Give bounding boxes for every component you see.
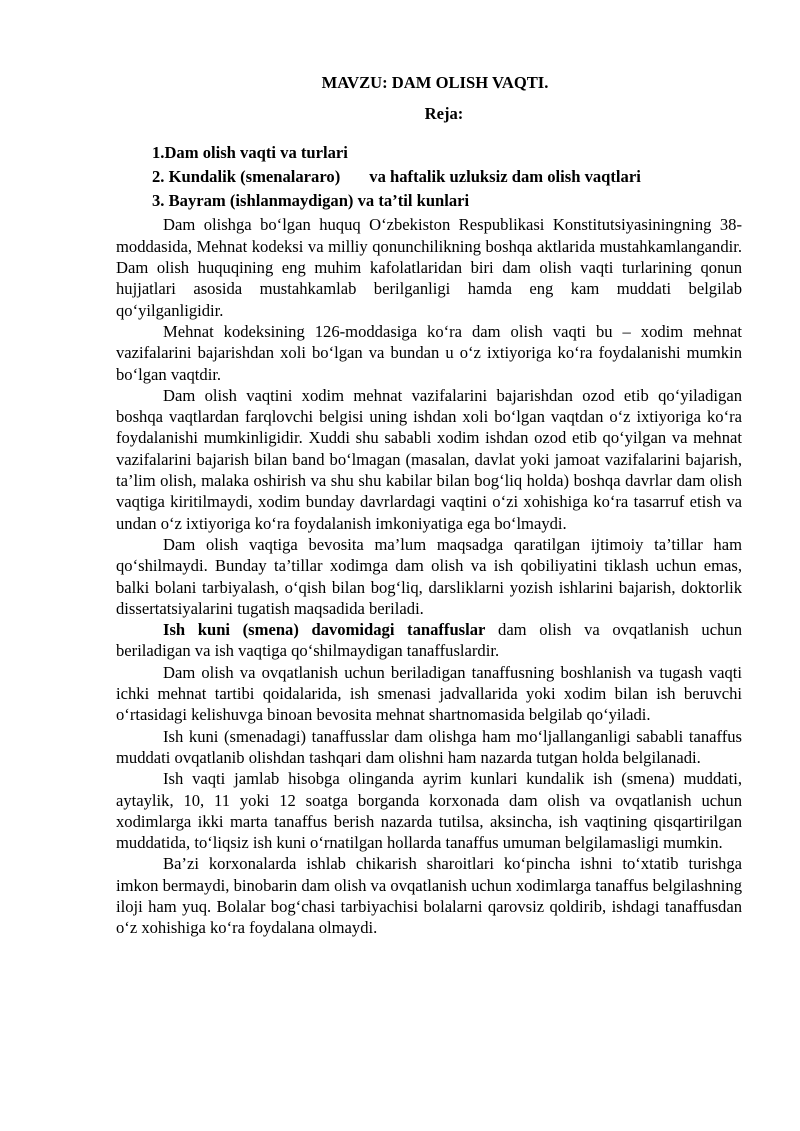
body-paragraph [116,534,742,619]
plan-item: 3. Bayram (ishlanmaydigan) va ta’til kunlari [152,191,470,211]
paragraph-text: Ish vaqti jamlab hisobga olinganda ayrim kunlari kundalik ish (smena) muddati, aytaylik, 10, 11 yoki 12 soatga borganda korxonada dam olish va ovqatlanish uchun xodimlarga ikki marta tanaffus berish nazarda tutilsa, aksincha, ish vaqtining qisqartirilgan muddatida, to‘liqsiz ish kuni o‘rnatilgan hollarda tanaffus umuman belgilamasligi mumkin. [116,769,742,853]
body-paragraph [116,768,742,853]
body-paragraph [116,662,742,726]
paragraph-text: Dam olish vaqtini xodim mehnat vazifalarini bajarishdan ozod etib qo‘yiladigan boshqa vaqtlardan farqlovchi belgisi uning ishdan xoli bo‘lgan vaqtdan o‘z ixtiyoriga ko‘ra foydalanishi mumkinligidir. Xuddi shu sababli xodim ishdan ozod etib qo‘yilgan va mehnat vazifalarini bajarish bilan band bo‘lmagan (masalan, davlat yoki jamoat vazifalarini bajarish, ta’lim olish, malaka oshirish va shu shu kabilar bilan bog‘liq holda) boshqa davrlar dam olish vaqtiga kiritilmaydi, xodim bunday davrlardagi vaqtini o‘zi xohishiga ko‘ra tasarruf etish va undan o‘z ixtiyoriga ko‘ra foydalanish imkoniyatiga ega bo‘lmaydi. [116,385,742,533]
paragraph-bold-lead: Ish kuni (smena) davomidagi tanaffuslar [163,620,486,640]
paragraph-text: Dam olish vaqtiga bevosita ma’lum maqsadga qaratilgan ijtimoiy ta’tillar ham qo‘shilmaydi. Bunday ta’tillar xodimga dam olish va ish qobiliyatini tiklash uchun emas, balki bolani tarbiyalash, o‘qish bilan bog‘liq, darsliklarni yozish ishlarini bajarish, doktorlik dissertatsiyalarini tugatish maqsadida beriladi. [116,534,742,618]
document-title: MAVZU: DAM OLISH VAQTI. [321,73,549,92]
paragraph-text: Dam olish va ovqatlanish uchun beriladigan tanaffusning boshlanish va tugash vaqti ichki mehnat tartibi qoidalarida, ish smenasi jadvallarida yoki xodim bilan ish beruvchi o‘rtasidagi kelishuvga binoan bevosita mehnat shartnomasida belgilab qo‘yiladi. [116,662,742,725]
plan-heading: Reja: [424,104,464,124]
plan-list [116,142,742,212]
paragraph-text: Ish kuni (smenadagi) tanaffusslar dam olishga ham mo‘ljallanganligi sababli tanaffus muddati ovqatlanib olishdan tashqari dam olishni ham nazarda tutgan holda belgilanadi. [116,726,742,767]
paragraph-text: Mehnat kodeksining 126-moddasiga ko‘ra dam olish vaqti bu – xodim mehnat vazifalarini bajarishdan xoli bo‘lgan va bundan u o‘z ixtiyoriga ko‘ra foydalanishi mumkin bo‘lgan vaqtdir. [116,321,742,384]
body-paragraph [116,214,742,320]
body-paragraph [116,853,742,938]
paragraph-text: Ba’zi korxonalarda ishlab chikarish sharoitlari ko‘pincha ishni to‘xtatib turishga imkon bermaydi, binobarin dam olish va ovqatlanish uchun xodimlarga tanaffus belgilashning iloji ham yuq. Bolalar bog‘chasi tarbiyachisi bolalarni qarovsiz qoldirib, ishdagi tanaffusdan o‘z xohishiga ko‘ra foydalana olmaydi. [116,854,742,938]
body-paragraph [116,726,742,769]
body-paragraph [116,385,742,534]
plan-item: 1.Dam olish vaqti va turlari [152,142,348,162]
body-paragraph [116,321,742,385]
body-paragraph [116,619,742,662]
paragraph-text: dam olish va ovqatlanish uchun beriladigan va ish vaqtiga qo‘shilmaydigan tanaffuslardir. [116,620,742,661]
document-page [116,72,742,939]
paragraph-text: Dam olishga bo‘lgan huquq O‘zbekiston Respublikasi Konstitutsiyasiningning 38-moddasida, Mehnat kodeksi va milliy qonunchilikning boshqa aktlarida mustahkamlangandir. Dam olish huquqining eng muhim kafolatlaridan biri dam olish vaqti turlarining qonun hujjatlari asosida mustahkamlab berilganligi hamda eng kam muddati belgilab qo‘yilganligidir. [116,215,742,320]
plan-item: 2. Kundalik (smenalararo) va haftalik uzluksiz dam olish vaqtlari [152,166,641,186]
